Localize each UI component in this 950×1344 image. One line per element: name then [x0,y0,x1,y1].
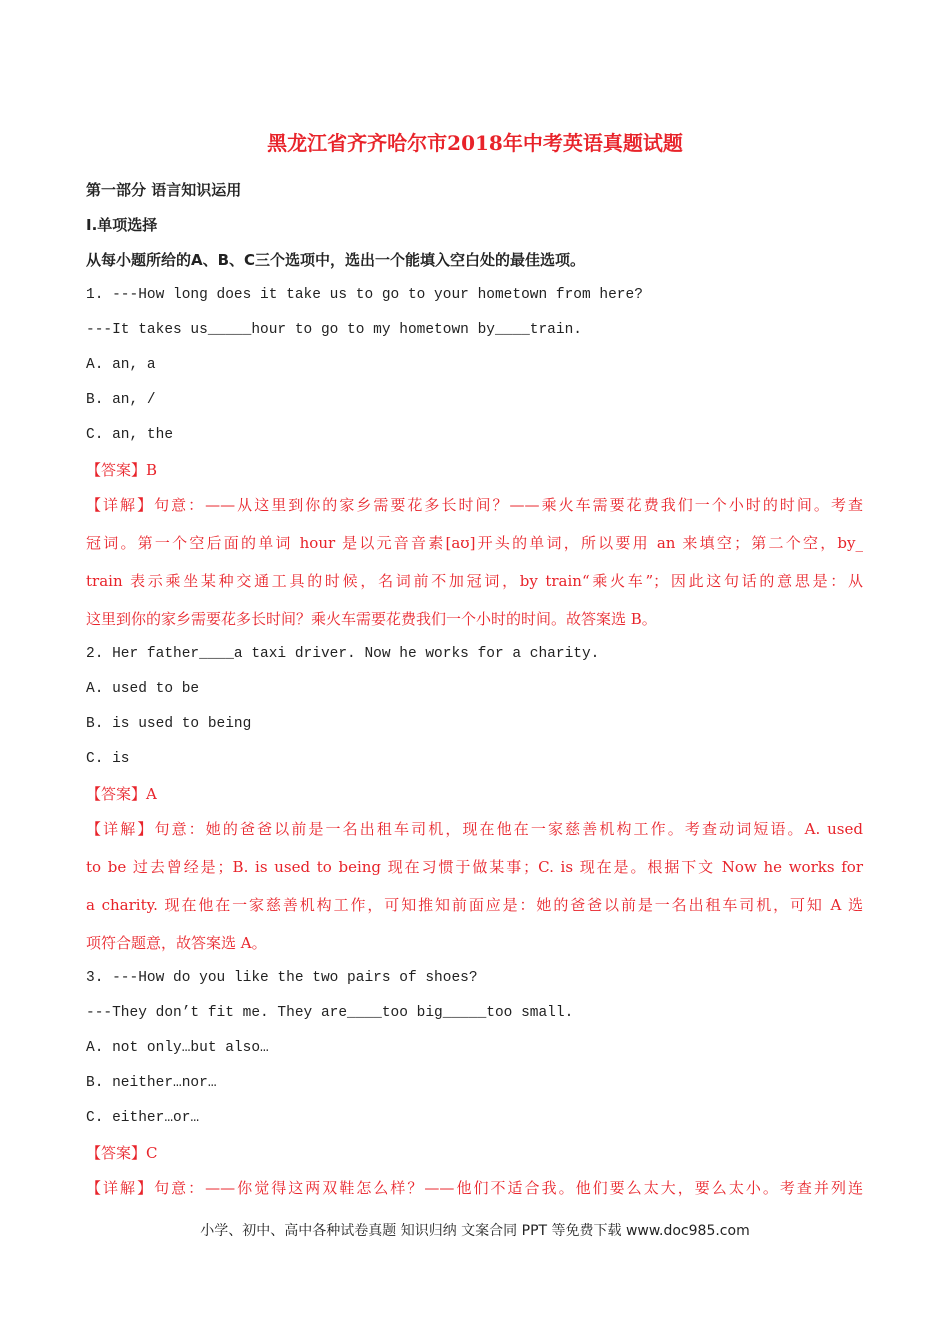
explanation-line: 这里到你的家乡需要花多长时间？乘火车需要花费我们一个小时的时间。故答案选 B。 [86,610,657,628]
page-footer: 小学、初中、高中各种试卷真题 知识归纳 文案合同 PPT 等免费下载 www.doc985.com [200,1223,750,1239]
explanation-line: 项符合题意，故答案选 A。 [86,934,267,952]
question-stem: ---It takes us_____hour to go to my hometown by____train. [86,322,582,338]
option: C. is [86,751,130,767]
option: C. an, the [86,427,174,443]
answer: 【答案】B [86,461,158,479]
explain-label: 【详解】 [86,1179,155,1197]
explain-label: 【详解】 [86,820,155,838]
explanation-line: a charity. 现在他在一家慈善机构工作，可知推知前面应是：她的爸爸以前是一名出租车司机，可知 A 选 [86,896,863,914]
option: C. either…or… [86,1110,200,1126]
option: A. not only…but also… [86,1040,269,1056]
option: B. neither…nor… [86,1075,217,1091]
explanation-line: 【详解】句意：——你觉得这两双鞋怎么样？——他们不适合我。他们要么太大，要么太小。考查并列连 [86,1179,863,1197]
explanation-line: train 表示乘坐某种交通工具的时候，名词前不加冠词，by train“乘火车”；因此这句话的意思是：从 [86,572,863,590]
question-stem: 3. ---How do you like the two pairs of shoes? [86,970,478,986]
explain-label: 【详解】 [86,496,155,514]
part-heading: 第一部分 语言知识运用 [86,181,242,199]
option: A. used to be [86,681,200,697]
explanation-line: 【详解】句意：——从这里到你的家乡需要花多长时间？——乘火车需要花费我们一个小时的时间。考查 [86,496,863,514]
question-stem: ---They don’t fit me. They are____too big_____too small. [86,1005,574,1021]
explanation-line: 冠词。第一个空后面的单词 hour 是以元音音素[aʊ]开头的单词，所以要用 an 来填空；第二个空，by_ [86,534,863,552]
option: B. an, / [86,392,156,408]
document-title: 黑龙江省齐齐哈尔市2018年中考英语真题试题 [267,131,683,155]
explanation-line: 【详解】句意：她的爸爸以前是一名出租车司机，现在他在一家慈善机构工作。考查动词短语。A. used [86,820,863,838]
answer: 【答案】A [86,785,157,803]
answer: 【答案】C [86,1144,158,1162]
question-stem: 1. ---How long does it take us to go to your hometown from here? [86,287,643,303]
section-heading: Ⅰ.单项选择 [86,216,158,234]
option: B. is used to being [86,716,252,732]
option: A. an, a [86,357,156,373]
question-stem: 2. Her father____a taxi driver. Now he works for a charity. [86,646,600,662]
instruction: 从每小题所给的A、B、C三个选项中，选出一个能填入空白处的最佳选项。 [86,251,586,269]
explanation-line: to be 过去曾经是；B. is used to being 现在习惯于做某事；C. is 现在是。根据下文 Now he works for [86,858,863,876]
